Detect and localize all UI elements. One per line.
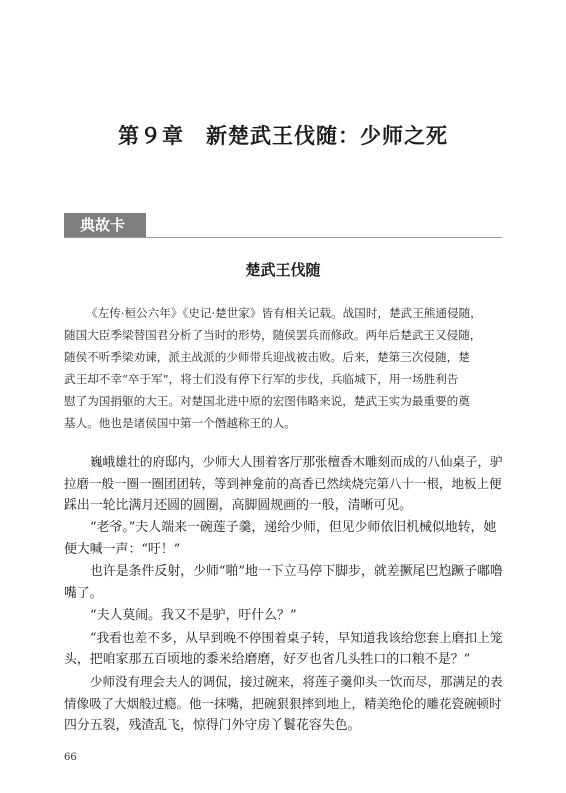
intro-line: 随国大臣季梁替国君分析了当时的形势，随侯罢兵而修政。两年后楚武王又侵随， [64,328,482,342]
body-line: “我看也差不多，从早到晚不停围着桌子转，早知道我该给您套上磨扣上笼 [90,630,503,645]
body-line: “夫人莫闹。我又不是驴，吁什么？” [90,608,297,623]
body-line: 情像吸了大烟般过瘾。他一抹嘴，把碗狠狠摔到地上，精美绝伦的雕花瓷碗顿时 [64,696,502,711]
body-line: “老爷。”夫人端来一碗莲子羹，递给少师，但见少师依旧机械似地转，她 [90,520,497,535]
body-line: 便大喊一声：“吁！” [64,542,181,557]
body-line: 巍峨雄壮的府邸内，少师大人围着客厅那张檀香木雕刻而成的八仙桌子，驴 [90,454,503,469]
body-line: 四分五裂，残渣乱飞，惊得门外守房丫鬟花容失色。 [64,718,361,733]
body-line: 少师没有理会夫人的调侃，接过碗来，将莲子羹仰头一饮而尽，那满足的表 [90,674,503,689]
story-title: 楚武王伐随 [245,261,321,279]
body-line: 也许是条件反射，少师“啪”地一下立马停下脚步，就差撅尾巴尥蹶子嘟噜 [90,564,503,579]
body-line: 嘴了。 [64,586,103,601]
intro-line: 随侯不听季梁劝谏，派主战派的少师带兵迎战被击败。后来，楚第三次侵随，楚 [64,350,470,364]
body-line: 头，把咱家那五百顷地的黍米给磨磨，好歹也省几头牲口的口粮不是？” [64,652,471,667]
page-number: 66 [64,752,77,763]
intro-line: 《左传·桓公六年》《史记·楚世家》皆有相关记载。战国时，楚武王熊通侵随， [86,306,482,320]
body-line: 拉磨一般一圈一圈团团转，等到神龛前的高香已然续烧完第八十一根，地板上便 [64,476,502,491]
section-tag: 典故卡 [64,213,146,238]
intro-line: 慰了为国捐躯的大王。对楚国北进中原的宏图伟略来说，楚武王实为最重要的奠 [64,394,470,408]
body-line: 踩出一轮比满月还圆的圆圈，高脚圆规画的一般，清晰可见。 [64,498,413,513]
intro-line: 基人。他也是诸侯国中第一个僭越称王的人。 [64,416,296,430]
chapter-title: 第９章 新楚武王伐随：少师之死 [118,124,448,148]
section-divider [64,237,502,238]
intro-line: 武王却不幸“卒于军”，将士们没有停下行军的步伐，兵临城下，用一场胜利告 [64,372,459,386]
